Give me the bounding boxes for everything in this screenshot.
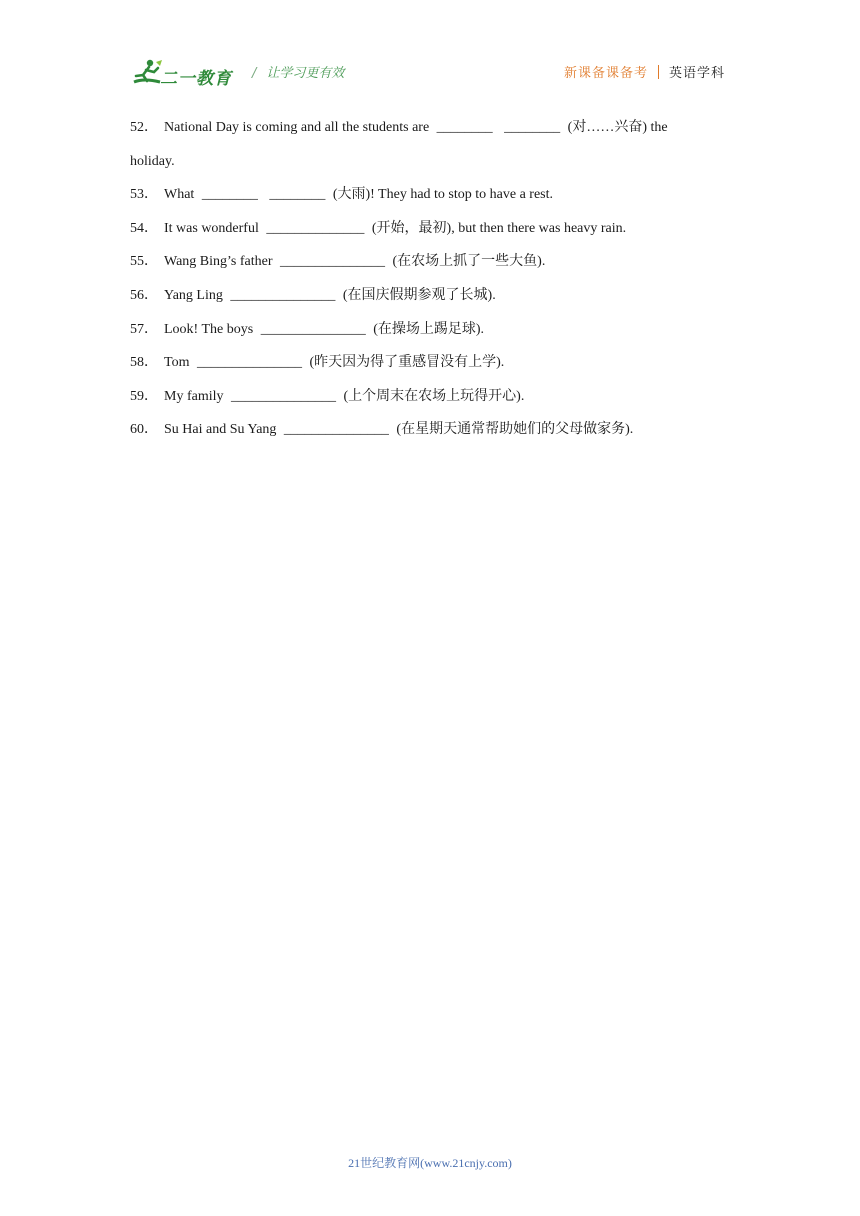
question-number: 52． <box>130 120 158 135</box>
question-hint: (开始，最初), but then there was heavy rain. <box>371 220 627 236</box>
question-text: Look! The boys <box>164 321 254 337</box>
question-53 <box>130 178 720 212</box>
answer-blank[interactable]: _______________ <box>196 355 302 371</box>
runner-logo-icon <box>130 58 164 88</box>
slogan-slash: / <box>252 66 257 81</box>
slogan-text: 让学习更有效 <box>266 66 345 81</box>
question-55 <box>130 245 720 279</box>
answer-blank[interactable]: _______________ <box>230 287 336 303</box>
logo <box>130 58 240 92</box>
subject-label <box>564 62 725 81</box>
question-57 <box>130 313 720 347</box>
question-52 <box>130 111 720 145</box>
question-text: Su Hai and Su Yang <box>164 422 277 438</box>
question-hint: (在国庆假期参观了长城). <box>342 287 496 303</box>
question-number: 57． <box>130 321 158 337</box>
question-hint: (在农场上抓了一些大鱼). <box>392 254 546 270</box>
question-number: 53． <box>130 187 158 203</box>
page-footer <box>0 1154 860 1171</box>
answer-blank[interactable]: ________ <box>269 187 326 203</box>
question-hint: (大雨)! They had to stop to have a rest. <box>332 187 554 203</box>
question-hint: (在操场上踢足球). <box>373 321 485 337</box>
question-text: Tom <box>164 355 190 371</box>
question-text: It was wonderful <box>164 220 259 236</box>
question-56 <box>130 279 720 313</box>
subject-name: 英语学科 <box>668 66 725 81</box>
question-number: 54． <box>130 220 158 236</box>
slogan <box>252 62 344 81</box>
answer-blank[interactable]: _______________ <box>280 254 386 270</box>
question-54 <box>130 212 720 246</box>
question-list <box>130 111 720 447</box>
question-text: Yang Ling <box>164 287 223 303</box>
question-text: Wang Bing’s father <box>164 254 273 270</box>
question-hint: (上个周末在农场上玩得开心). <box>343 388 525 404</box>
answer-blank[interactable]: _______________ <box>283 422 389 438</box>
answer-blank[interactable]: ________ <box>504 120 561 135</box>
question-number: 58． <box>130 355 158 371</box>
question-number: 56． <box>130 287 158 303</box>
logo-text: 二一教育 <box>160 69 232 89</box>
answer-blank[interactable]: _______________ <box>231 388 336 404</box>
question-hint: (昨天因为得了重感冒没有上学). <box>309 355 505 371</box>
answer-blank[interactable]: ______________ <box>266 220 365 236</box>
question-text: What <box>164 187 195 203</box>
course-label: 新课备课备考 <box>563 66 648 81</box>
page-header <box>130 52 725 92</box>
answer-blank[interactable]: ________ <box>201 187 258 203</box>
question-text-cont: holiday. <box>130 153 175 169</box>
answer-blank[interactable]: ________ <box>436 120 493 135</box>
question-hint: (在星期天通常帮助她们的父母做家务). <box>396 422 634 438</box>
question-60 <box>130 413 720 447</box>
question-52-continuation <box>130 145 720 179</box>
question-text: My family <box>164 388 224 404</box>
answer-blank[interactable]: _______________ <box>260 321 366 337</box>
footer-text[interactable]: 21世纪教育网(www.21cnjy.com) <box>348 1156 512 1170</box>
header-divider <box>658 65 659 79</box>
question-number: 59． <box>130 388 158 404</box>
question-number: 55． <box>130 254 158 270</box>
question-number: 60． <box>130 422 158 438</box>
question-58 <box>130 346 720 380</box>
question-59 <box>130 380 720 414</box>
question-text: National Day is coming and all the students are <box>164 120 430 135</box>
question-hint: (对……兴奋) the <box>567 120 668 135</box>
